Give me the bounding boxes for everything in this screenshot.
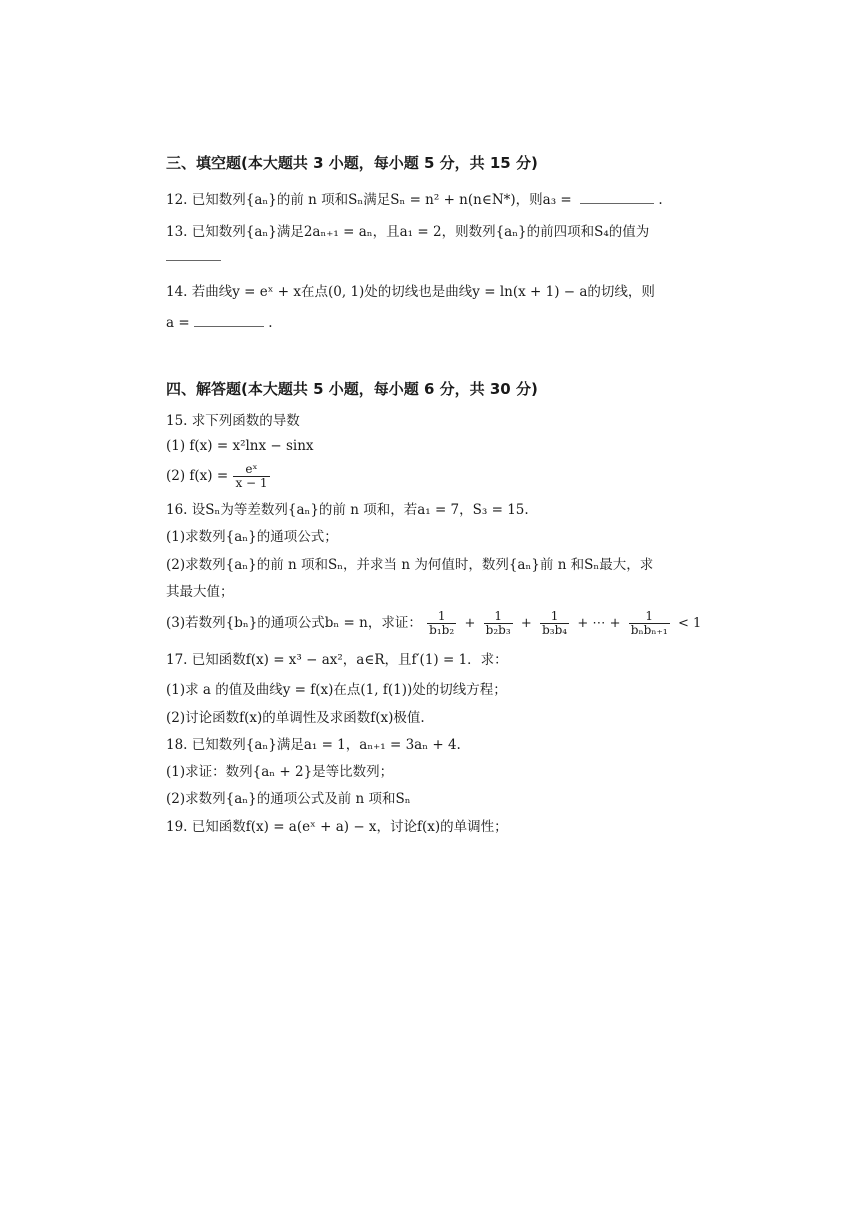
question-19-title: 19. 已知函数f(x) = a(eˣ + a) − x，讨论f(x)的单调性； [166, 819, 508, 835]
question-12-text: 12. 已知数列{aₙ}的前 n 项和Sₙ满足Sₙ = n² + n(n∈N*)，则a₃ = [166, 192, 572, 208]
question-16-title: 16. 设Sₙ为等差数列{aₙ}的前 n 项和，若a₁ = 7，S₃ = 15. [166, 502, 529, 518]
question-13 [166, 222, 649, 242]
fraction-1-denominator: b₁b₂ [429, 623, 455, 637]
fraction-2-denominator: b₂b₃ [485, 623, 511, 637]
question-16-part-3-prefix: (3)若数列{bₙ}的通项公式bₙ = n，求证： [166, 615, 422, 631]
fraction-numerator: eˣ [245, 462, 258, 476]
question-16-part-1: (1)求数列{aₙ}的通项公式； [166, 529, 338, 545]
plus-sign: + [520, 616, 532, 631]
question-17-title: 17. 已知函数f(x) = x³ − ax²，a∈R，且f′(1) = 1．求： [166, 652, 508, 668]
question-13-text: 13. 已知数列{aₙ}满足2aₙ₊₁ = aₙ，且a₁ = 2，则数列{aₙ}的前四项和S₄的值为 [166, 224, 650, 240]
question-14-text: 14. 若曲线y = eˣ + x在点(0, 1)处的切线也是曲线y = ln(x + 1) − a的切线，则 [166, 284, 655, 300]
question-15-part-1: (1) f(x) = x²lnx − sinx [166, 438, 314, 454]
fraction-3-numerator: 1 [550, 609, 559, 623]
section-4-heading: 四、解答题(本大题共 5 小题，每小题 6 分，共 30 分) [166, 380, 538, 398]
fraction-2-numerator: 1 [494, 609, 502, 623]
fraction-3 [540, 610, 569, 637]
fraction-n-denominator: bₙbₙ₊₁ [630, 623, 668, 637]
question-14-answer-row [166, 312, 273, 333]
question-15-title: 15. 求下列函数的导数 [166, 413, 300, 429]
question-14-period: . [268, 315, 273, 331]
answer-line-13-row [166, 246, 221, 267]
section-3-heading: 三、填空题(本大题共 3 小题，每小题 5 分，共 15 分) [166, 154, 538, 172]
question-17-part-2: (2)讨论函数f(x)的单调性及求函数f(x)极值. [166, 710, 425, 726]
question-16-part-3 [166, 610, 704, 637]
fraction-n [629, 610, 670, 637]
question-17-part-1: (1)求 a 的值及曲线y = f(x)在点(1, f(1))处的切线方程； [166, 682, 507, 698]
question-18-part-1: (1)求证：数列{aₙ + 2}是等比数列； [166, 764, 394, 780]
ellipsis-sum: + ⋯ + [577, 616, 621, 631]
fraction-1 [427, 610, 456, 637]
fraction-denominator: x − 1 [235, 476, 268, 490]
fraction-2 [484, 610, 513, 637]
fraction-3-denominator: b₃b₄ [542, 623, 568, 637]
fraction-n-numerator: 1 [645, 609, 654, 623]
plus-sign: + [464, 616, 476, 631]
question-15-part-2 [166, 463, 271, 490]
question-15-fraction [233, 463, 269, 490]
answer-blank-12[interactable] [580, 189, 654, 204]
question-18-title: 18. 已知数列{aₙ}满足a₁ = 1，aₙ₊₁ = 3aₙ + 4. [166, 737, 461, 753]
question-16-part-2-line-2: 其最大值； [166, 584, 234, 600]
question-15-part-2-prefix: (2) f(x) = [166, 468, 229, 484]
question-14 [166, 282, 655, 302]
question-18-part-2: (2)求数列{aₙ}的通项公式及前 n 项和Sₙ [166, 791, 411, 807]
answer-blank-13[interactable] [166, 246, 221, 261]
inequality-suffix: < 1 [677, 616, 702, 631]
question-16-part-2-line-1: (2)求数列{aₙ}的前 n 项和Sₙ，并求当 n 为何值时，数列{aₙ}前 n 和Sₙ最大，求 [166, 557, 654, 573]
answer-blank-14[interactable] [194, 312, 264, 327]
question-12-period: . [658, 192, 663, 208]
question-14-a-label: a = [166, 315, 190, 331]
fraction-1-numerator: 1 [437, 609, 446, 623]
question-12 [166, 189, 663, 210]
